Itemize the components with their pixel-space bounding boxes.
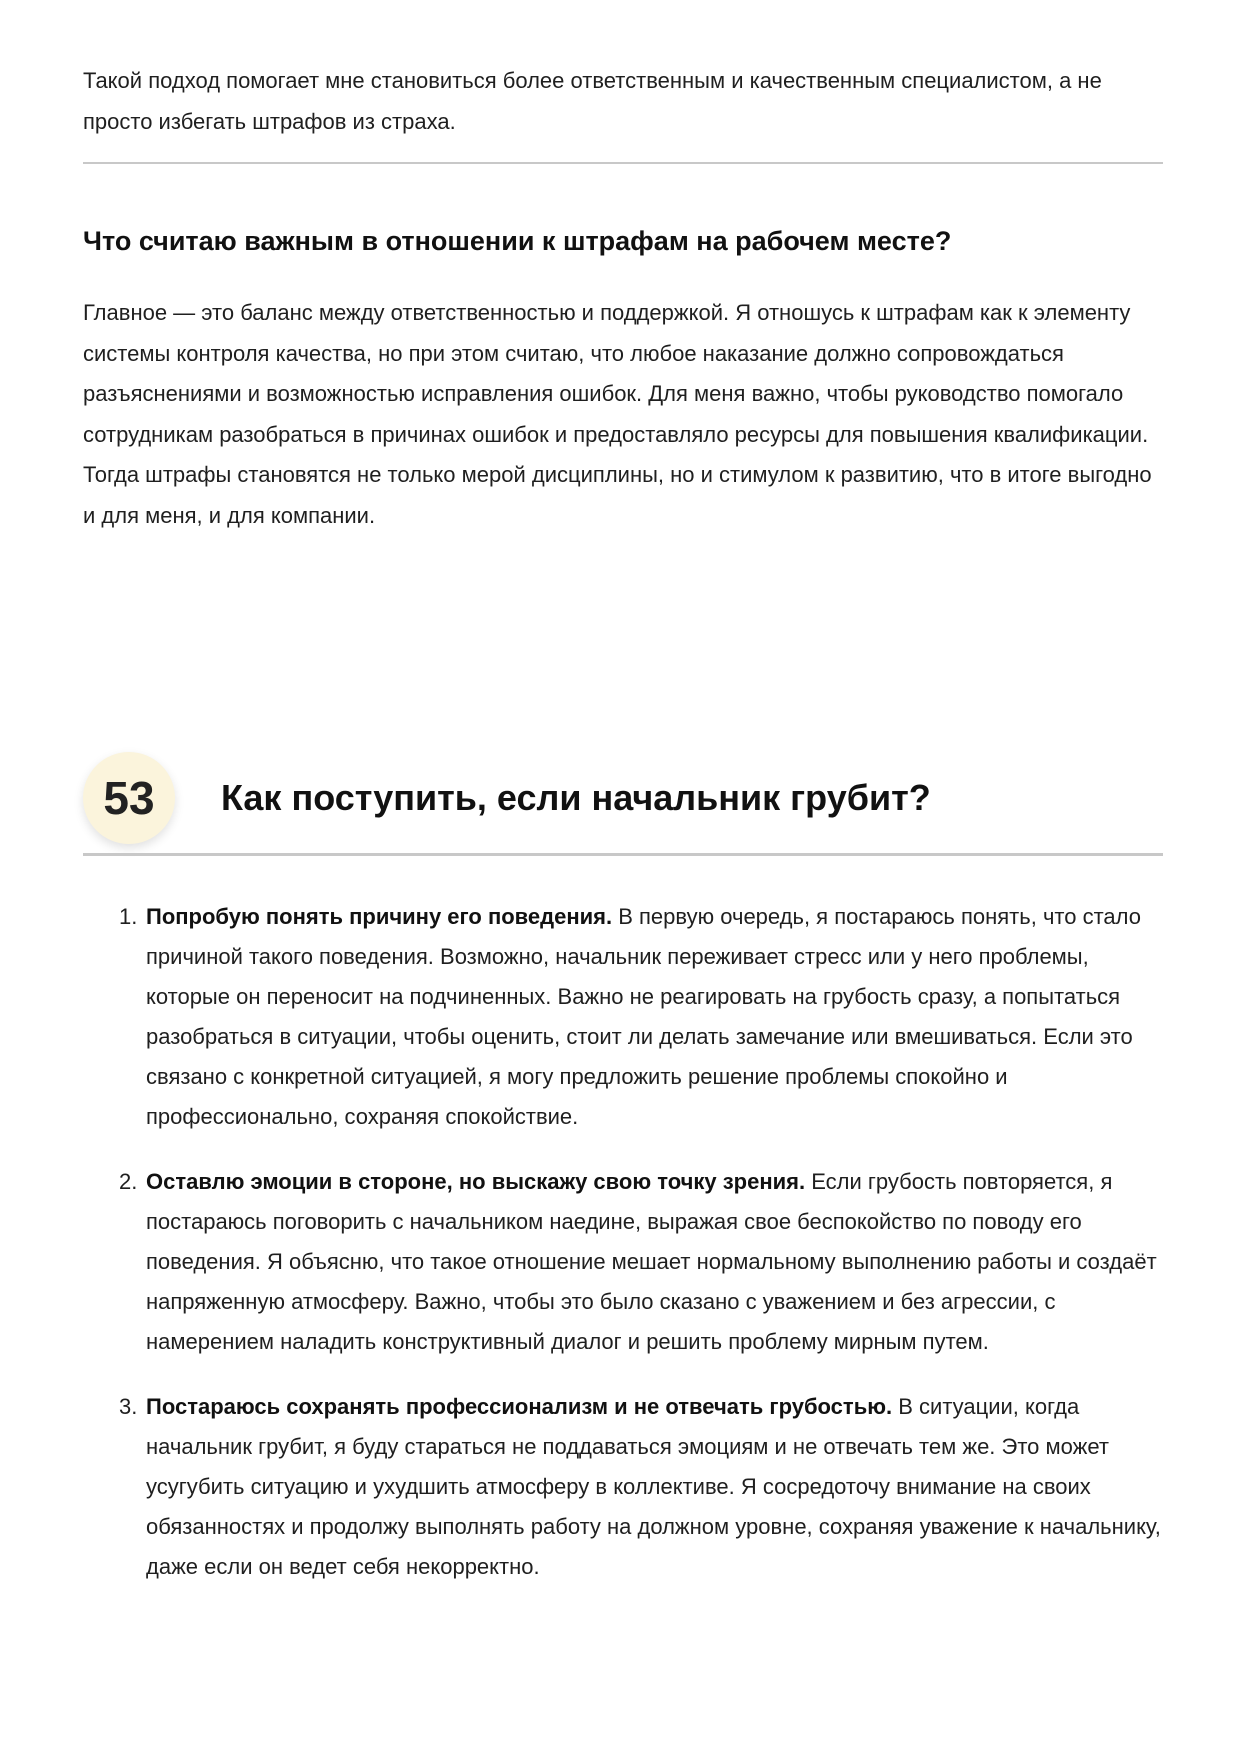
question-number-badge: 53: [83, 752, 175, 844]
question-title: Как поступить, если начальник грубит?: [221, 777, 931, 818]
section-paragraph: Главное — это баланс между ответственностью и поддержкой. Я отношусь к штрафам как к элементу системы контроля качества, но при этом считаю, что любое наказание должно сопровождаться разъяснениями и возможностью исправления ошибок. Для меня важно, чтобы руководство помогало сотрудникам разобраться в причинах ошибок и предоставляло ресурсы для повышения квалификации. Тогда штрафы становятся не только мерой дисциплины, но и стимулом к развитию, что в итоге выгодно и для меня, и для компании.: [83, 300, 1152, 528]
question-header-divider: [83, 853, 1163, 856]
answer-lead: Оставлю эмоции в стороне, но выскажу свою точку зрения.: [146, 1169, 806, 1194]
answer-text: Если грубость повторяется, я постараюсь поговорить с начальником наедине, выражая свое беспокойство по поводу его поведения. Я объясню, что такое отношение мешает нормальному выполнению работы и создаёт напряженную атмосферу. Важно, чтобы это было сказано с уважением и без агрессии, с намерением наладить конструктивный диалог и решить проблему мирным путем.: [146, 1169, 1157, 1354]
intro-paragraph: Такой подход помогает мне становиться более ответственным и качественным специалистом, а не просто избегать штрафов из страха.: [83, 68, 1102, 134]
section-divider: [83, 162, 1163, 164]
answer-number: 1.: [119, 904, 138, 929]
answer-text: В первую очередь, я постараюсь понять, что стало причиной такого поведения. Возможно, начальник переживает стресс или у него проблемы, которые он переносит на подчиненных. Важно не реагировать на грубость сразу, а попытаться разобраться в ситуации, чтобы оценить, стоит ли делать замечание или вмешиваться. Если это связано с конкретной ситуацией, я могу предложить решение проблемы спокойно и профессионально, сохраняя спокойствие.: [146, 904, 1141, 1129]
answer-lead: Попробую понять причину его поведения.: [146, 904, 613, 929]
answer-text: В ситуации, когда начальник грубит, я буду стараться не поддаваться эмоциям и не отвечать тем же. Это может усугубить ситуацию и ухудшить атмосферу в коллективе. Я сосредоточу внимание на своих обязанностях и продолжу выполнять работу на должном уровне, сохраняя уважение к начальнику, даже если он ведет себя некорректно.: [146, 1394, 1161, 1579]
answer-item: [83, 1162, 1163, 1362]
answer-list: [83, 897, 1163, 1612]
answer-number: 2.: [119, 1169, 138, 1194]
section-heading: Что считаю важным в отношении к штрафам на рабочем месте?: [83, 226, 952, 256]
answer-number: 3.: [119, 1394, 138, 1419]
question-header: [83, 752, 1163, 852]
answer-item: [83, 1387, 1163, 1587]
answer-lead: Постараюсь сохранять профессионализм и не отвечать грубостью.: [146, 1394, 893, 1419]
answer-item: [83, 897, 1163, 1137]
